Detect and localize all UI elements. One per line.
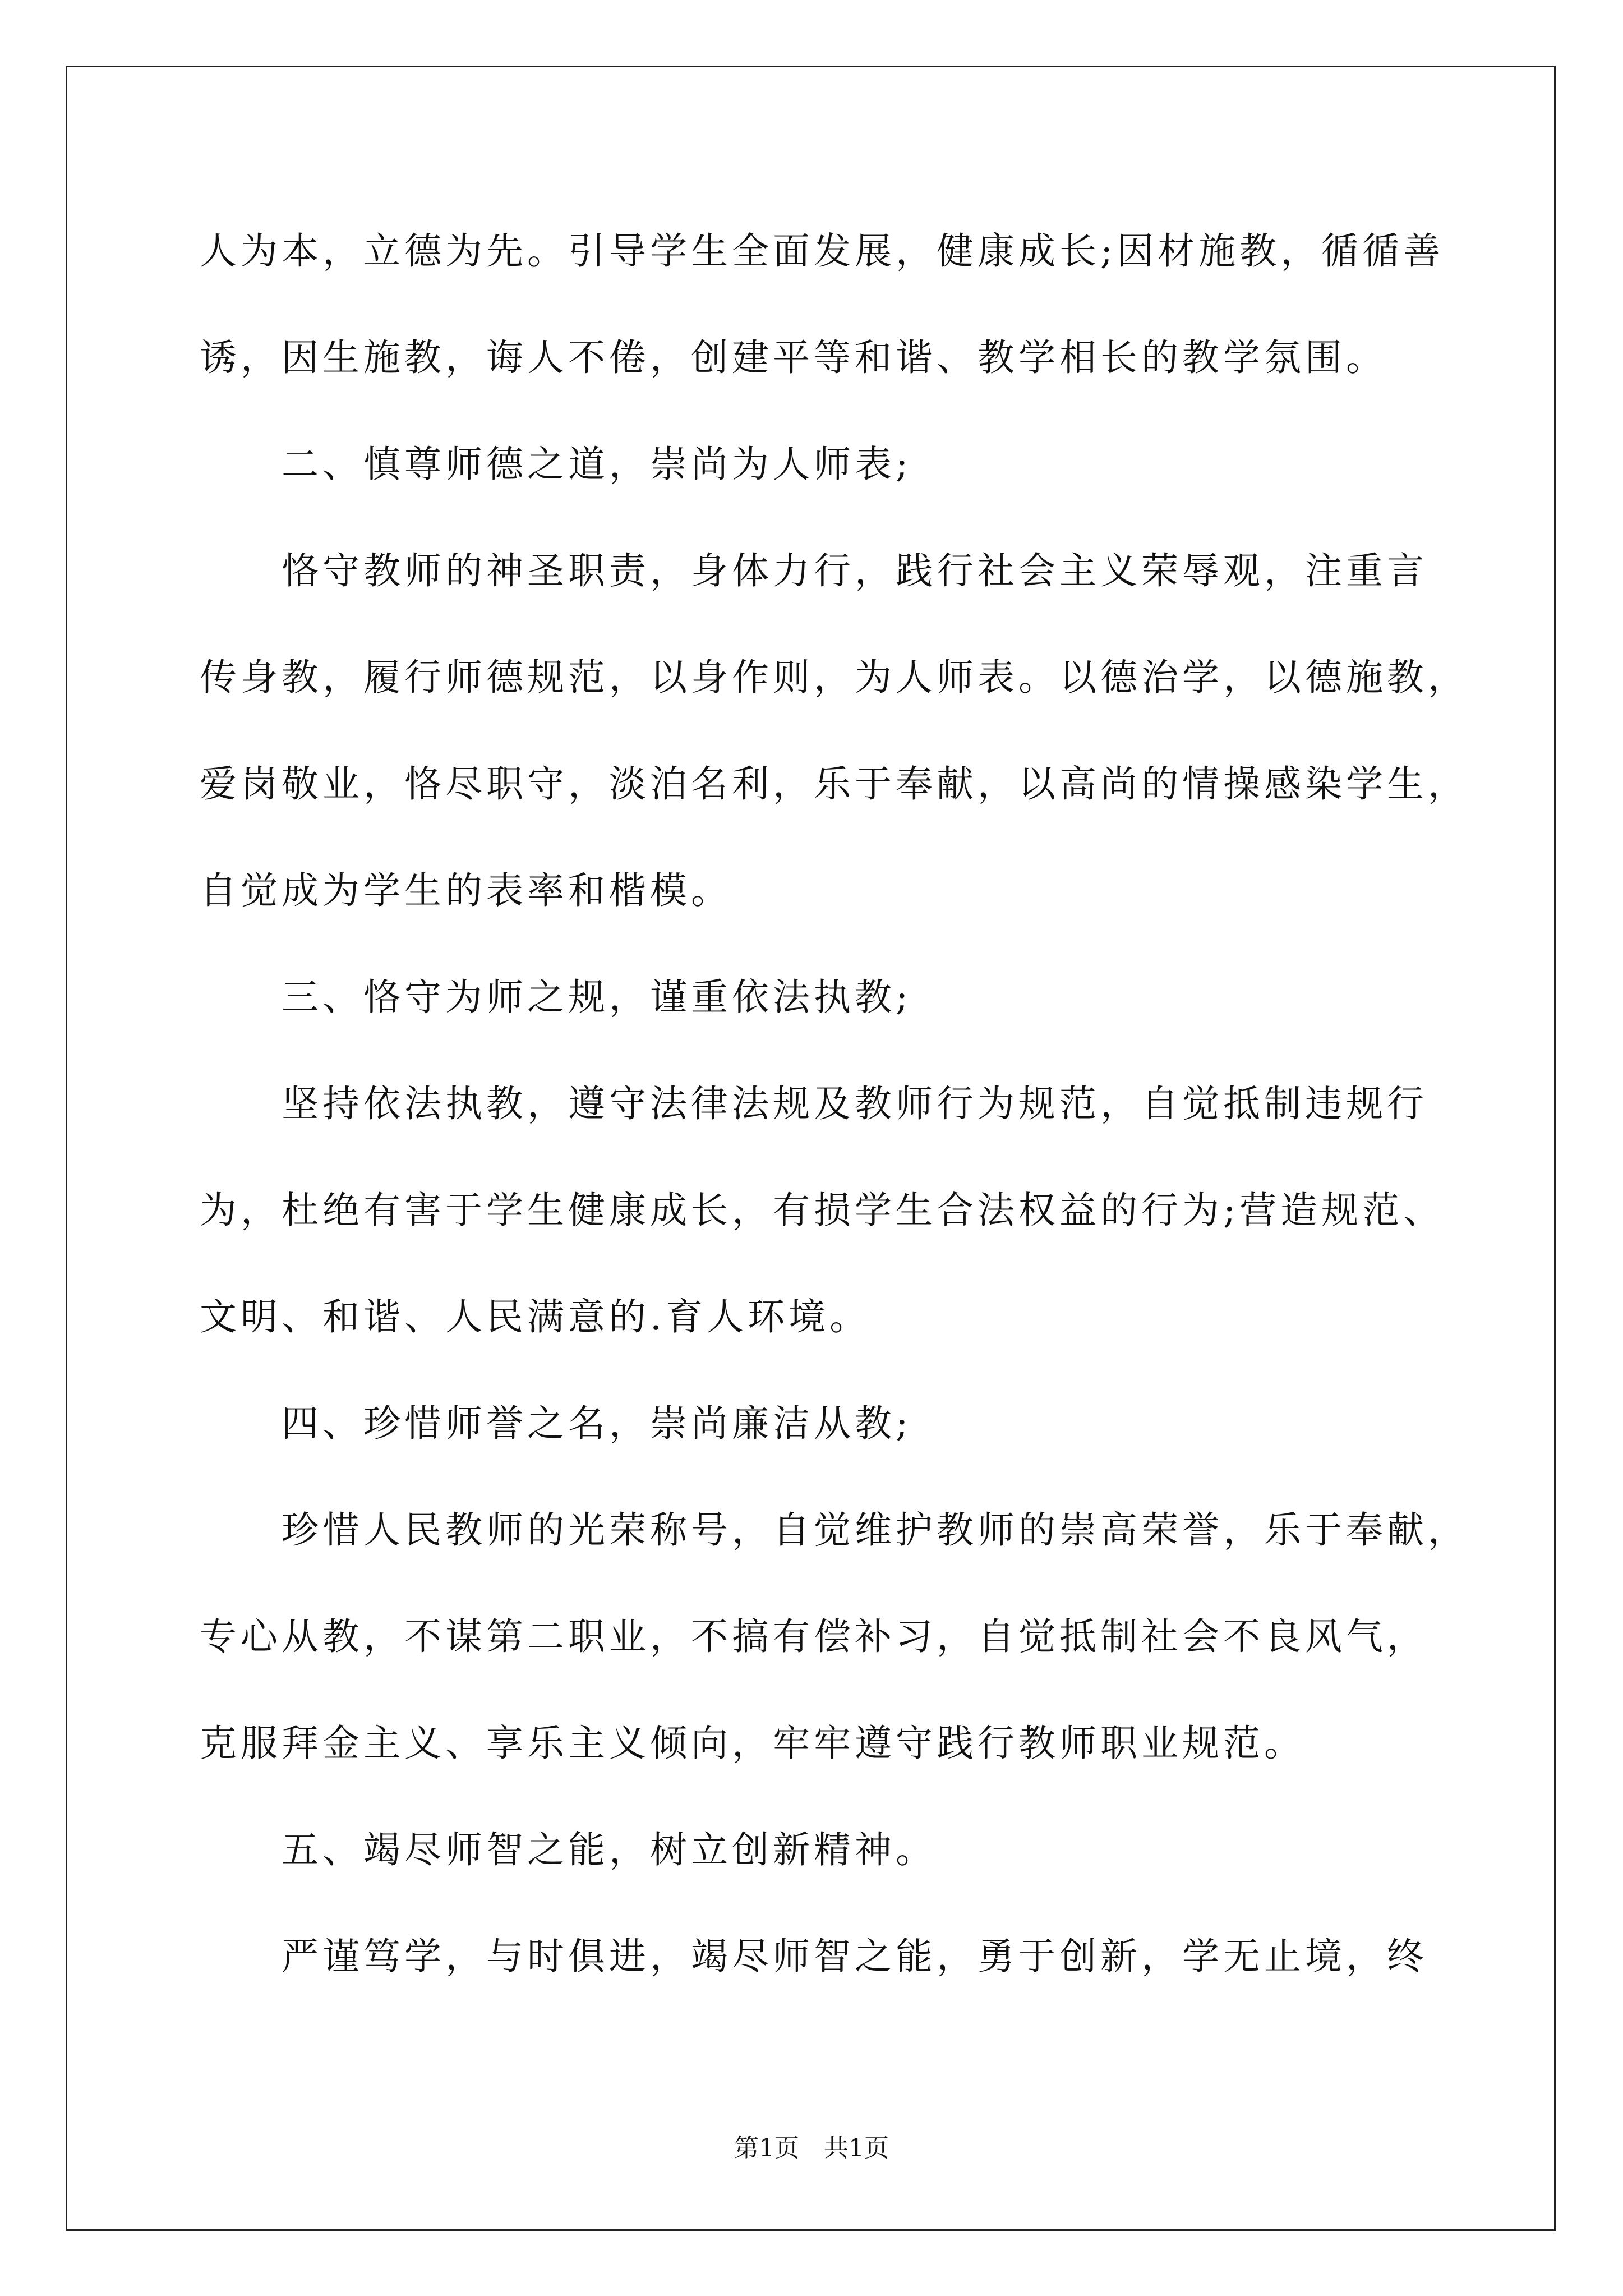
page-footer: 第1页 共1页 — [734, 2134, 889, 2162]
section-heading: 五、竭尽师智之能，树立创新精神。 — [282, 1828, 937, 1871]
paragraph-line: 专心从教，不谋第二职业，不搞有偿补习，自觉抵制社会不良风气， — [200, 1615, 1428, 1658]
paragraph-line: 坚持依法执教，遵守法律法规及教师行为规范，自觉抵制违规行 — [282, 1082, 1428, 1125]
paragraph-line: 克服拜金主义、享乐主义倾向，牢牢遵守践行教师职业规范。 — [200, 1722, 1305, 1765]
paragraph-line: 为，杜绝有害于学生健康成长，有损学生合法权益的行为;营造规范、 — [200, 1189, 1445, 1232]
paragraph-line: 珍惜人民教师的光荣称号，自觉维护教师的崇高荣誉，乐于奉献， — [282, 1508, 1469, 1552]
section-heading: 二、慎尊师德之道，崇尚为人师表; — [282, 443, 912, 486]
paragraph-line: 传身教，履行师德规范，以身作则，为人师表。以德治学，以德施教， — [200, 656, 1469, 699]
paragraph-line: 恪守教师的神圣职责，身体力行，践行社会主义荣辱观，注重言 — [282, 549, 1428, 592]
section-heading: 三、恪守为师之规，谨重依法执教; — [282, 976, 912, 1019]
paragraph-line: 自觉成为学生的表率和楷模。 — [200, 869, 732, 912]
paragraph-line: 文明、和谐、人民满意的.育人环境。 — [200, 1295, 870, 1338]
paragraph-line: 人为本，立德为先。引导学生全面发展，健康成长;因材施教，循循善 — [200, 229, 1445, 273]
paragraph-line: 诱，因生施教，诲人不倦，创建平等和谐、教学相长的教学氛围。 — [200, 336, 1387, 379]
paragraph-line: 严谨笃学，与时俱进，竭尽师智之能，勇于创新，学无止境，终 — [282, 1935, 1428, 1978]
section-heading: 四、珍惜师誉之名，崇尚廉洁从教; — [282, 1402, 912, 1445]
page-border — [66, 66, 1556, 2231]
paragraph-line: 爱岗敬业，恪尽职守，淡泊名利，乐于奉献，以高尚的情操感染学生， — [200, 762, 1469, 806]
